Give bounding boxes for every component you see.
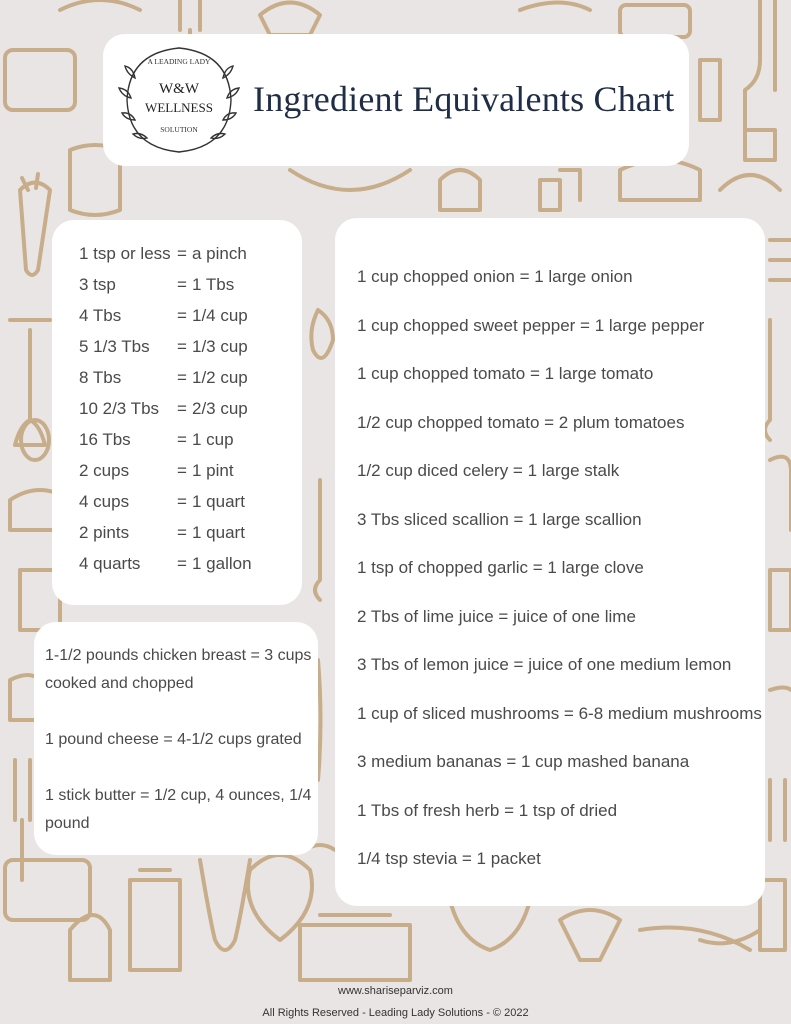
footer-copyright: All Rights Reserved - Leading Lady Solutions - © 2022 [262,1007,529,1019]
logo-bottom-text: SOLUTION [160,125,198,134]
logo-line2: WELLNESS [145,100,213,115]
footer [0,983,791,1022]
equals-sign: = [177,306,187,325]
measure-to: a pinch [192,244,247,263]
logo-top-text: A LEADING LADY [147,57,211,66]
page-title: Ingredient Equivalents Chart [253,79,675,119]
measure-from: 2 pints [79,523,130,542]
equivalent-row: 1/2 cup diced celery = 1 large stalk [357,461,620,480]
equals-sign: = [177,337,187,356]
protein-item-1: 1 pound cheese = 4-1/2 cups grated [45,731,302,748]
measure-from: 10 2/3 Tbs [79,399,160,418]
measure-to: 1 pint [192,461,234,480]
equivalent-row: 1/4 tsp stevia = 1 packet [357,849,541,868]
laurel-wreath-logo-icon [115,38,243,162]
measure-to: 2/3 cup [192,399,248,418]
equivalent-row: 1 tsp of chopped garlic = 1 large clove [357,558,644,577]
measure-from: 4 quarts [79,554,141,573]
equals-sign: = [177,430,187,449]
measures-card [52,220,302,605]
equivalent-row: 3 Tbs of lemon juice = juice of one medium lemon [357,655,732,674]
measure-to: 1/2 cup [192,368,248,387]
measure-to: 1/3 cup [192,337,248,356]
equals-sign: = [177,368,187,387]
equivalent-row: 1/2 cup chopped tomato = 2 plum tomatoes [357,412,685,432]
equals-sign: = [177,244,187,263]
measure-to: 1/4 cup [192,306,248,325]
measure-from: 4 cups [79,492,130,511]
equals-sign: = [177,492,187,511]
equals-sign: = [177,275,187,294]
protein-item-2: 1 stick butter = 1/2 cup, 4 ounces, 1/4 pound [45,787,312,832]
equivalent-row: 2 Tbs of lime juice = juice of one lime [357,606,636,626]
measure-from: 3 tsp [79,275,116,294]
measure-to: 1 Tbs [192,275,235,294]
measure-to: 1 quart [192,523,245,542]
equals-sign: = [177,554,187,573]
measure-to: 1 quart [192,492,245,511]
equivalent-row: 1 cup chopped tomato = 1 large tomato [357,364,654,383]
equivalent-row: 1 cup of sliced mushrooms = 6-8 medium mushrooms [357,703,762,723]
measure-from: 16 Tbs [79,430,131,449]
measure-to: 1 cup [192,430,234,449]
footer-website[interactable]: www.shariseparviz.com [338,985,453,997]
measure-to: 1 gallon [192,554,252,573]
measure-from: 1 tsp or less [79,244,171,263]
equivalent-row: 1 cup chopped sweet pepper = 1 large pepper [357,315,705,335]
measure-from: 8 Tbs [79,368,122,387]
equals-sign: = [177,523,187,542]
equivalent-row: 1 Tbs of fresh herb = 1 tsp of dried [357,800,618,820]
equivalent-row: 3 Tbs sliced scallion = 1 large scallion [357,509,642,529]
equals-sign: = [177,399,187,418]
proteins-card [34,622,318,855]
logo-line1: W&W [159,81,199,97]
measure-from: 5 1/3 Tbs [79,337,150,356]
equivalent-row: 3 medium bananas = 1 cup mashed banana [357,752,690,771]
produce-card [335,218,765,906]
measure-from: 2 cups [79,461,130,480]
measure-from: 4 Tbs [79,306,122,325]
protein-item-0: 1-1/2 pounds chicken breast = 3 cups cooked and chopped [45,647,312,692]
equals-sign: = [177,461,187,480]
equivalent-row: 1 cup chopped onion = 1 large onion [357,267,633,286]
header-card [103,34,689,166]
